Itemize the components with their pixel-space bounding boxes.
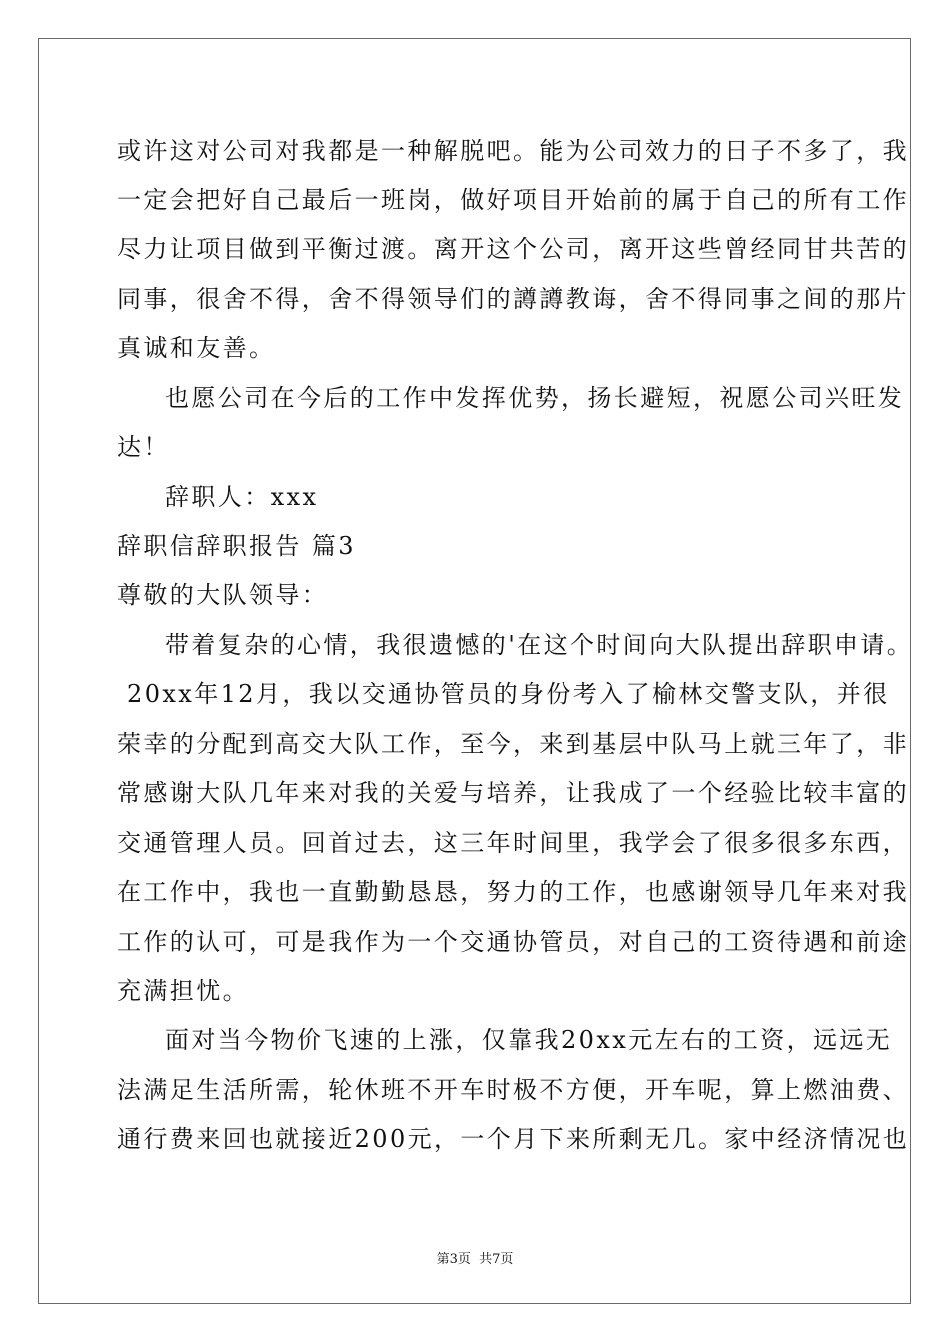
body-line-20: 法满足生活所需，轮休班不开车时极不方便，开车呢，算上燃油费、 <box>117 1076 909 1104</box>
page-border <box>38 38 914 1304</box>
body-line-19: 面对当今物价飞速的上涨，仅靠我20xx元左右的工资，远远无 <box>165 1026 893 1054</box>
signature-line: 辞职人：xxx <box>165 483 319 511</box>
body-line-6: 也愿公司在今后的工作中发挥优势，扬长避短，祝愿公司兴旺发 <box>165 384 905 412</box>
body-line-3: 尽力让项目做到平衡过渡。离开这个公司，离开这些曾经同甘共苦的 <box>117 235 909 263</box>
body-line-21: 通行费来回也就接近200元，一个月下来所剩无几。家中经济情况也 <box>117 1125 910 1153</box>
body-line-17: 工作的认可，可是我作为一个交通协管员，对自己的工资待遇和前途 <box>117 928 909 956</box>
body-line-18: 充满担忧。 <box>117 977 249 1005</box>
body-line-11: 带着复杂的心情，我很遗憾的'在这个时间向大队提出辞职申请。 <box>165 631 914 659</box>
body-line-7: 达！ <box>117 433 170 461</box>
section-heading: 辞职信辞职报告 篇3 <box>117 532 356 560</box>
body-line-15: 交通管理人员。回首过去，这三年时间里，我学会了很多很多东西， <box>117 829 909 857</box>
body-line-2: 一定会把好自己最后一班岗，做好项目开始前的属于自己的所有工作 <box>117 186 909 214</box>
body-line-14: 常感谢大队几年来对我的关爱与培养，让我成了一个经验比较丰富的 <box>117 779 909 807</box>
body-line-5: 真诚和友善。 <box>117 334 276 362</box>
body-line-12: 20xx年12月，我以交通协管员的身份考入了榆林交警支队，并很 <box>117 680 890 708</box>
salutation: 尊敬的大队领导： <box>117 581 329 609</box>
body-line-16: 在工作中，我也一直勤勤恳恳，努力的工作，也感谢领导几年来对我 <box>117 878 909 906</box>
body-line-1: 或许这对公司对我都是一种解脱吧。能为公司效力的日子不多了，我 <box>117 137 909 165</box>
body-line-4: 同事，很舍不得，舍不得领导们的譐譐教诲，舍不得同事之间的那片 <box>117 285 909 313</box>
page-number-footer: 第3页 共7页 <box>436 1252 514 1267</box>
body-line-13: 荣幸的分配到高交大队工作，至今，来到基层中队马上就三年了，非 <box>117 730 909 758</box>
